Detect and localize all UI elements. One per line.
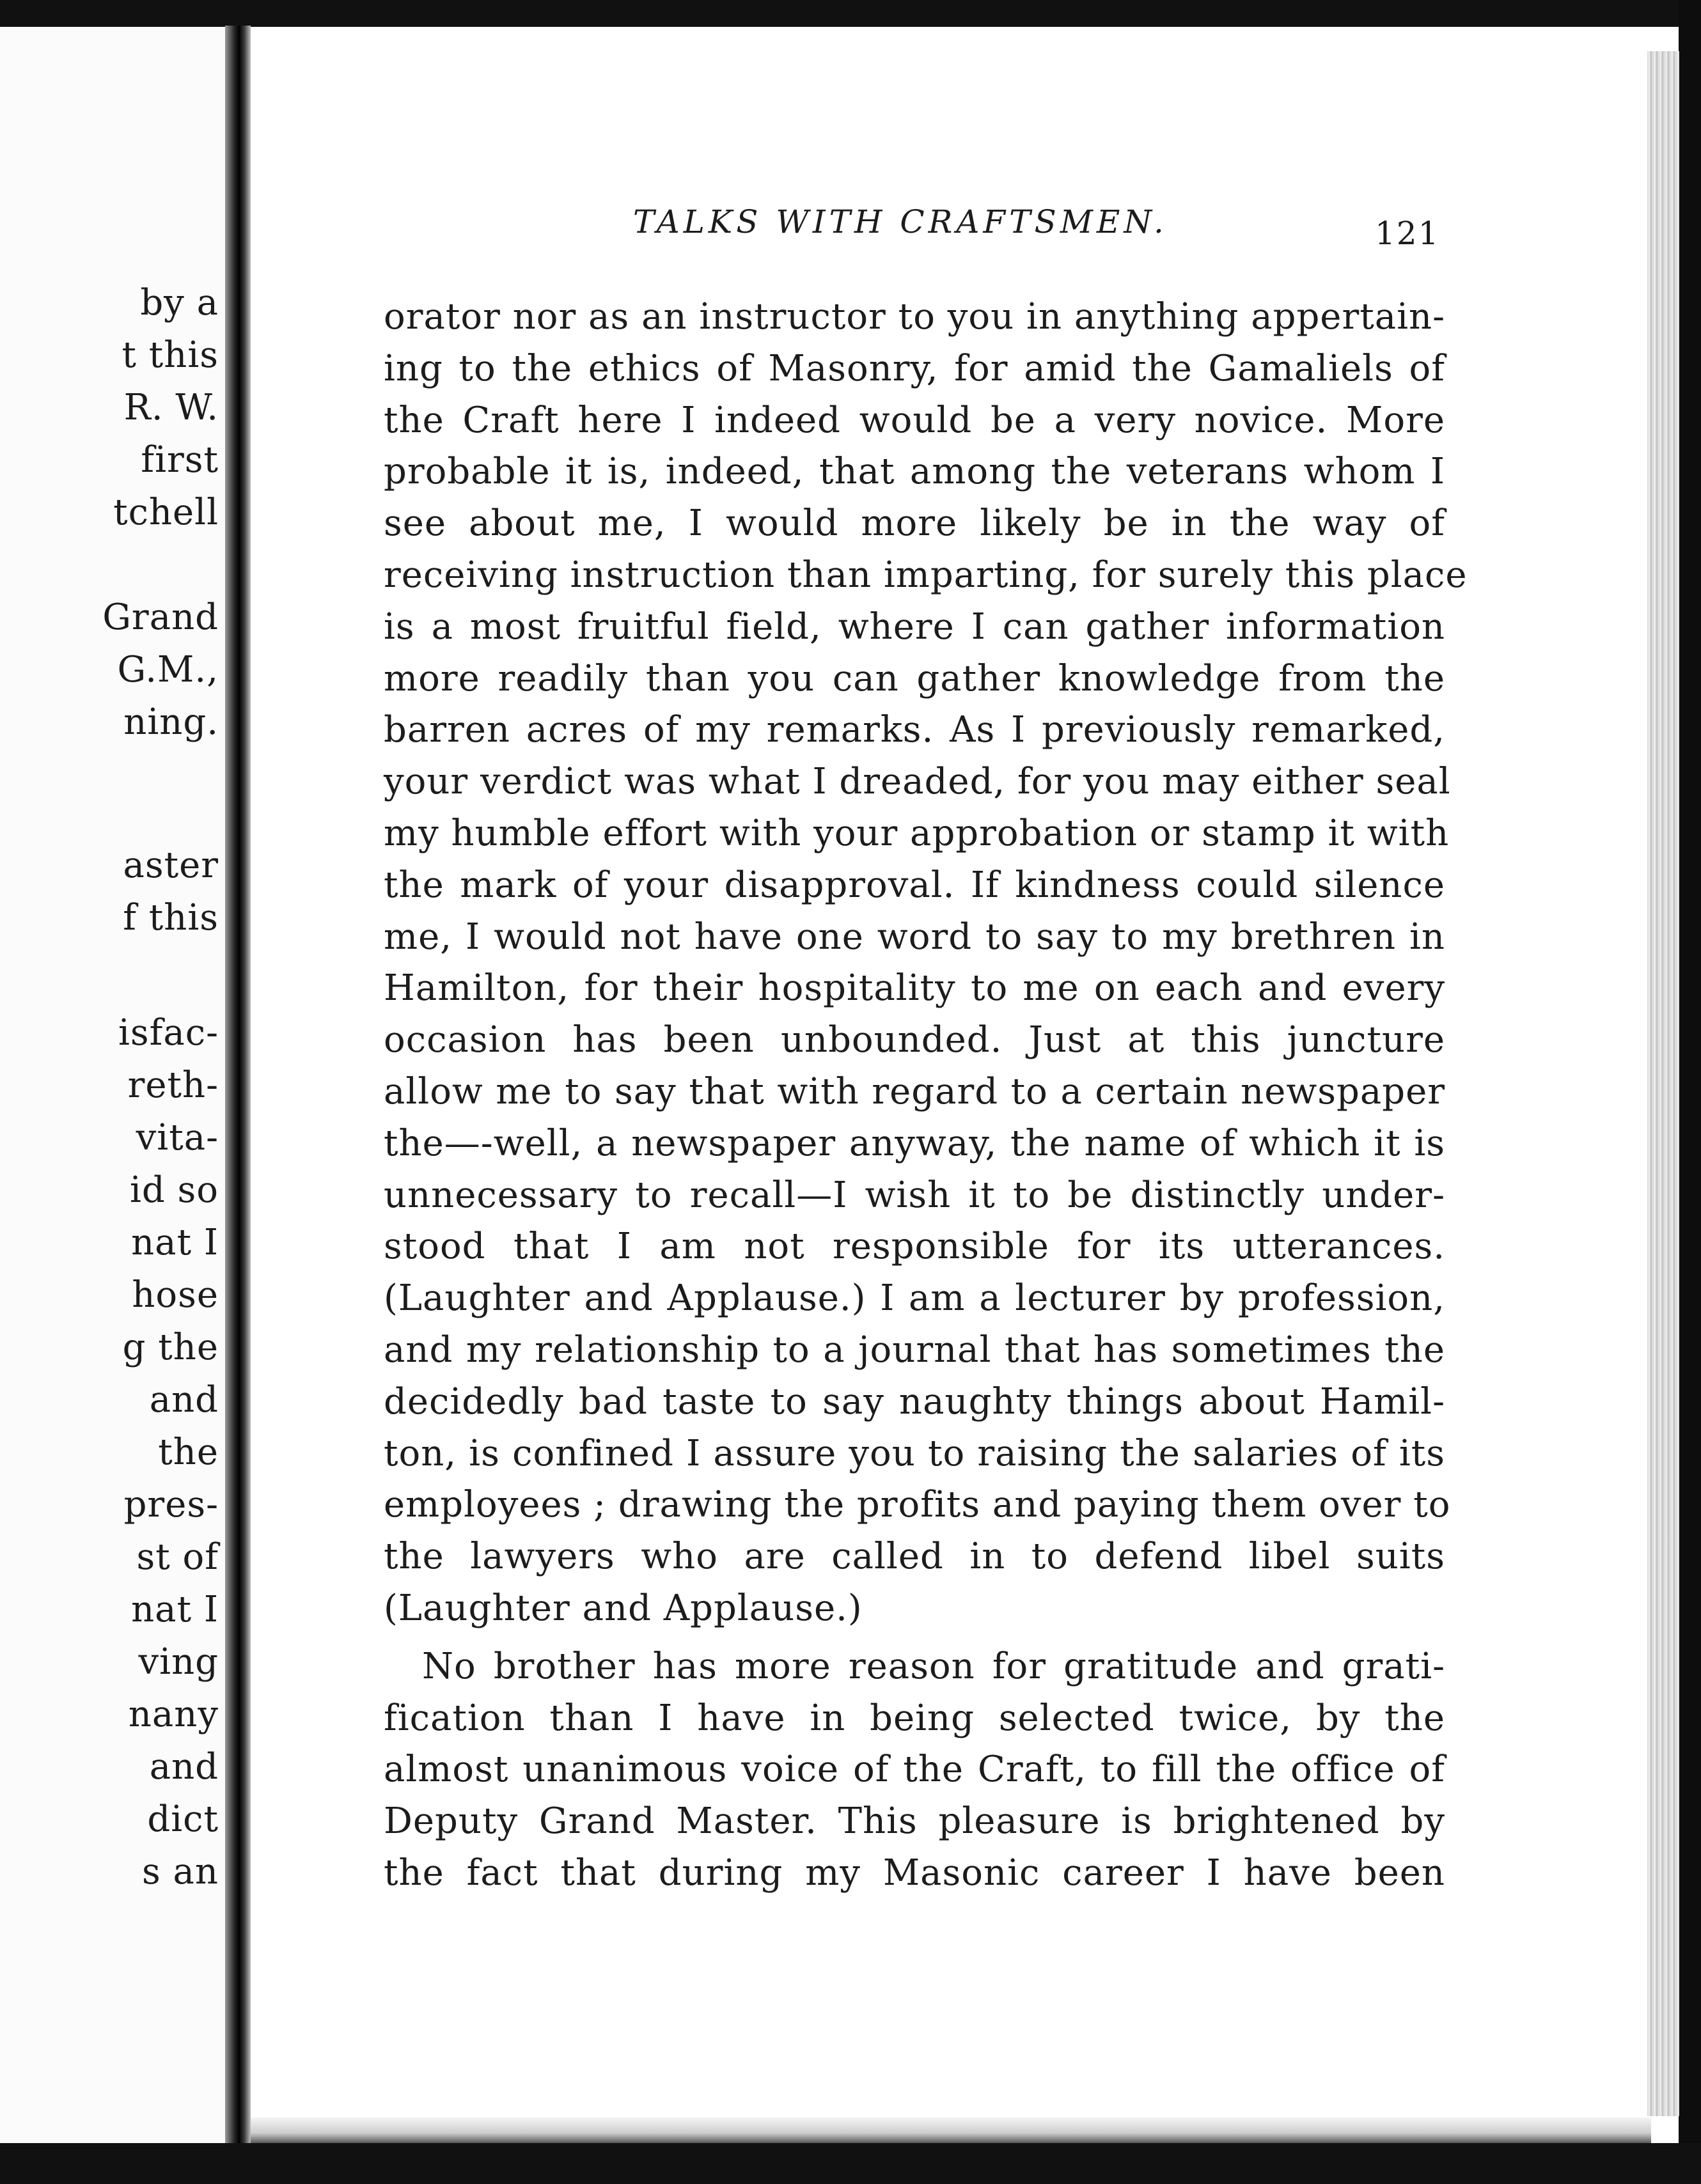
left-line: vita- — [136, 1117, 219, 1158]
left-line: s an — [142, 1851, 219, 1892]
scan-border-right — [1679, 0, 1701, 2184]
left-line: dict — [147, 1798, 219, 1840]
body-text — [384, 292, 1468, 1899]
left-line: g the — [122, 1327, 219, 1368]
text-line: (Laughter and Applause.) I am a lecturer by profession, — [384, 1277, 1445, 1320]
left-line: st of — [136, 1536, 219, 1578]
left-line: id so — [129, 1169, 219, 1211]
left-line: R. W. — [123, 387, 219, 428]
text-line: ton, is confined I assure you to raising the salaries of its — [384, 1432, 1445, 1474]
text-line: the mark of your disapproval. If kindness could silence — [384, 864, 1445, 906]
text-line: ing to the ethics of Masonry, for amid the Gamaliels of — [384, 347, 1445, 389]
binding-gutter — [225, 26, 251, 2143]
left-line: G.M., — [117, 649, 219, 690]
left-line: Grand — [102, 597, 219, 638]
left-line: pres- — [123, 1484, 219, 1525]
left-line: and — [149, 1746, 219, 1788]
left-line: and — [149, 1379, 219, 1421]
text-line: your verdict was what I dreaded, for you may either seal — [384, 761, 1451, 803]
page-bottom-edge — [251, 2118, 1651, 2143]
text-line: Deputy Grand Master. This pleasure is brightened by — [384, 1800, 1445, 1843]
text-line: my humble effort with your approbation or stamp it with — [384, 812, 1450, 854]
left-line: the — [158, 1431, 219, 1473]
text-line: the lawyers who are called in to defend libel suits — [384, 1536, 1445, 1578]
left-line: nany — [128, 1694, 219, 1735]
text-line: the fact that during my Masonic career I have been — [384, 1852, 1445, 1894]
text-line: decidedly bad taste to say naughty things about Hamil- — [384, 1380, 1445, 1423]
left-line: f this — [123, 897, 219, 939]
left-line: t this — [122, 334, 219, 376]
text-line: stood that I am not responsible for its utterances. — [384, 1226, 1445, 1268]
text-line: barren acres of my remarks. As I previously remarked, — [384, 709, 1445, 751]
text-line: allow me to say that with regard to a certain newspaper — [384, 1070, 1445, 1112]
paragraph-gap — [384, 1635, 1445, 1641]
text-line: orator nor as an instructor to you in anything appertain- — [384, 296, 1445, 338]
page-number: 121 — [1375, 215, 1440, 252]
scan-border-bottom — [0, 2143, 1701, 2184]
text-line: Hamilton, for their hospitality to me on each and every — [384, 967, 1445, 1010]
text-line: fication than I have in being selected twice, by the — [384, 1697, 1445, 1739]
text-line: see about me, I would more likely be in the way of — [384, 503, 1445, 545]
text-line: more readily than you can gather knowledge from the — [384, 657, 1445, 699]
text-line: and my relationship to a journal that has sometimes the — [384, 1329, 1445, 1371]
running-head: TALKS WITH CRAFTSMEN. — [633, 203, 1168, 240]
text-line: receiving instruction than imparting, for surely this place — [384, 554, 1468, 596]
text-line: occasion has been unbounded. Just at this juncture — [384, 1019, 1445, 1061]
left-line: tchell — [113, 492, 219, 533]
text-line: is a most fruitful field, where I can gather information — [384, 605, 1445, 648]
left-line: first — [141, 439, 219, 481]
left-line: reth- — [127, 1065, 219, 1106]
text-line: unnecessary to recall—I wish it to be distinctly under- — [384, 1174, 1445, 1216]
scan-border-top — [0, 0, 1701, 27]
left-page-fragment — [0, 27, 225, 2143]
left-line: nat I — [131, 1222, 219, 1263]
text-line: the—-well, a newspaper anyway, the name of which it is — [384, 1122, 1445, 1164]
text-line: the Craft here I indeed would be a very novice. More — [384, 399, 1445, 441]
left-line: aster — [123, 845, 219, 886]
text-line: almost unanimous voice of the Craft, to fill the office of — [384, 1749, 1445, 1791]
left-line: nat I — [131, 1589, 219, 1630]
text-line: me, I would not have one word to say to my brethren in — [384, 916, 1445, 958]
text-line: No brother has more reason for gratitude and grati- — [422, 1645, 1445, 1687]
page-block-edges — [1647, 51, 1679, 2116]
left-line: ving — [138, 1641, 219, 1683]
text-line: (Laughter and Applause.) — [384, 1587, 863, 1629]
left-line: isfac- — [118, 1012, 219, 1054]
left-line: ning. — [123, 701, 219, 743]
left-line: hose — [132, 1274, 219, 1316]
text-line: probable it is, indeed, that among the veterans whom I — [384, 451, 1445, 493]
text-line: employees ; drawing the profits and paying them over to — [384, 1484, 1451, 1526]
left-line: by a — [140, 282, 219, 324]
